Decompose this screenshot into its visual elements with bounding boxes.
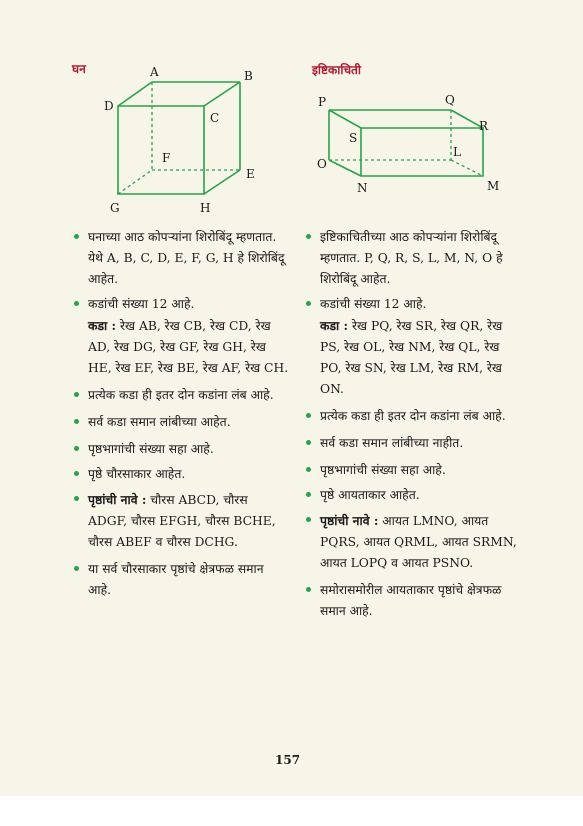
- cuboid-face-names-point: [306, 510, 521, 574]
- cuboid-edge-count-text: कडांची संख्या 12 आहे.: [320, 297, 427, 311]
- edge-AD: [118, 82, 152, 106]
- cuboid-vertices-point: इष्टिकाचितीच्या आठ कोपऱ्यांना शिरोबिंदू म्हणतात. P, Q, R, S, L, M, N, O हे शिरोबिंदू आहेत.: [306, 227, 521, 290]
- cuboid-unequal-edges-point: सर्व कडा समान लांबीच्या नाहीत.: [306, 433, 521, 454]
- vertex-label-C: C: [210, 111, 220, 125]
- cuboid-area-point: समोरासमोरील आयताकार पृष्ठांचे क्षेत्रफळ समान आहे.: [306, 580, 521, 622]
- cuboid-heading: इष्टिकाचिती: [312, 63, 362, 77]
- vertex-label-Q: Q: [445, 93, 455, 107]
- cuboid-edge-count-point: [306, 294, 521, 400]
- cuboid-edges-list: रेख PQ, रेख SR, रेख QR, रेख PS, रेख OL, रेख NM, रेख QL, रेख PO, रेख SN, रेख LM, रेख RM, रेख ON.: [320, 319, 503, 396]
- cuboid-faces-label: पृष्ठांची नावे :: [320, 513, 379, 528]
- vertex-label-F: F: [162, 151, 171, 165]
- page-bottom-margin: [0, 796, 583, 826]
- vertex-label-D: D: [104, 99, 114, 113]
- cuboid-faces-list: आयत LMNO, आयत PQRS, आयत QRML, आयत SRMN, आयत LOPQ व आयत PSNO.: [320, 514, 517, 570]
- cube-perpendicular-point: प्रत्येक कडा ही इतर दोन कडांना लंब आहे.: [74, 385, 289, 406]
- cube-faces-list: चौरस ABCD, चौरस ADGF, चौरस EFGH, चौरस BCHE, चौरस ABEF व चौरस DCHG.: [88, 493, 276, 549]
- cube-face-names-point: [74, 489, 289, 553]
- vertex-label-S: S: [349, 131, 358, 145]
- cube-edge-count-text: कडांची संख्या 12 आहे.: [88, 297, 195, 311]
- edge-GF: [118, 170, 152, 194]
- cube-face-count-point: पृष्ठभागांची संख्या सहा आहे.: [74, 439, 289, 460]
- edge-LM: [451, 160, 483, 176]
- vertex-label-N: N: [357, 181, 368, 195]
- vertex-label-H: H: [200, 201, 211, 215]
- cube-heading: घन: [72, 62, 86, 76]
- cube-face-shape-point: पृष्ठे चौरसाकार आहेत.: [74, 464, 289, 485]
- cube-faces-label: पृष्ठांची नावे :: [88, 492, 147, 507]
- vertex-label-L: L: [453, 145, 461, 159]
- page-number: 157: [275, 753, 301, 767]
- cube-figure: [100, 66, 270, 216]
- edge-CB: [204, 82, 240, 106]
- edge-PS: [329, 110, 361, 128]
- cuboid-face-shape-point: पृष्ठे आयताकार आहेत.: [306, 485, 521, 506]
- edge-HE: [204, 170, 240, 194]
- cube-properties-column: [74, 227, 289, 601]
- cube-area-point: या सर्व चौरसाकार पृष्ठांचे क्षेत्रफळ समान आहे.: [74, 559, 289, 601]
- vertex-label-P: P: [318, 95, 327, 109]
- cube-edges-list: रेख AB, रेख CB, रेख CD, रेख AD, रेख DG, रेख GF, रेख GH, रेख HE, रेख EF, रेख BE, रेख AF, रेख CH.: [88, 319, 289, 375]
- cube-edges-label: कडा :: [88, 318, 117, 333]
- cuboid-properties-column: [306, 227, 521, 622]
- vertex-label-O: O: [317, 157, 327, 171]
- cuboid-face-count-point: पृष्ठभागांची संख्या सहा आहे.: [306, 460, 521, 481]
- vertex-label-R: R: [479, 119, 489, 133]
- cube-vertices-point: घनाच्या आठ कोपऱ्यांना शिरोबिंदू म्हणतात. येथे A, B, C, D, E, F, G, H हे शिरोबिंदू आहेत.: [74, 227, 289, 290]
- cuboid-figure: [315, 90, 505, 200]
- cuboid-front-face: [361, 128, 483, 176]
- vertex-label-E: E: [246, 167, 255, 181]
- vertex-label-M: M: [487, 179, 500, 193]
- cube-equal-edges-point: सर्व कडा समान लांबीच्या आहेत.: [74, 412, 289, 433]
- vertex-label-B: B: [244, 69, 253, 83]
- cuboid-edges-label: कडा :: [320, 318, 349, 333]
- cube-front-face: [118, 106, 204, 194]
- cube-edge-count-point: [74, 294, 289, 379]
- vertex-label-A: A: [150, 65, 159, 79]
- edge-ON: [329, 160, 361, 176]
- vertex-label-G: G: [110, 201, 120, 215]
- cuboid-perpendicular-point: प्रत्येक कडा ही इतर दोन कडांना लंब आहे.: [306, 406, 521, 427]
